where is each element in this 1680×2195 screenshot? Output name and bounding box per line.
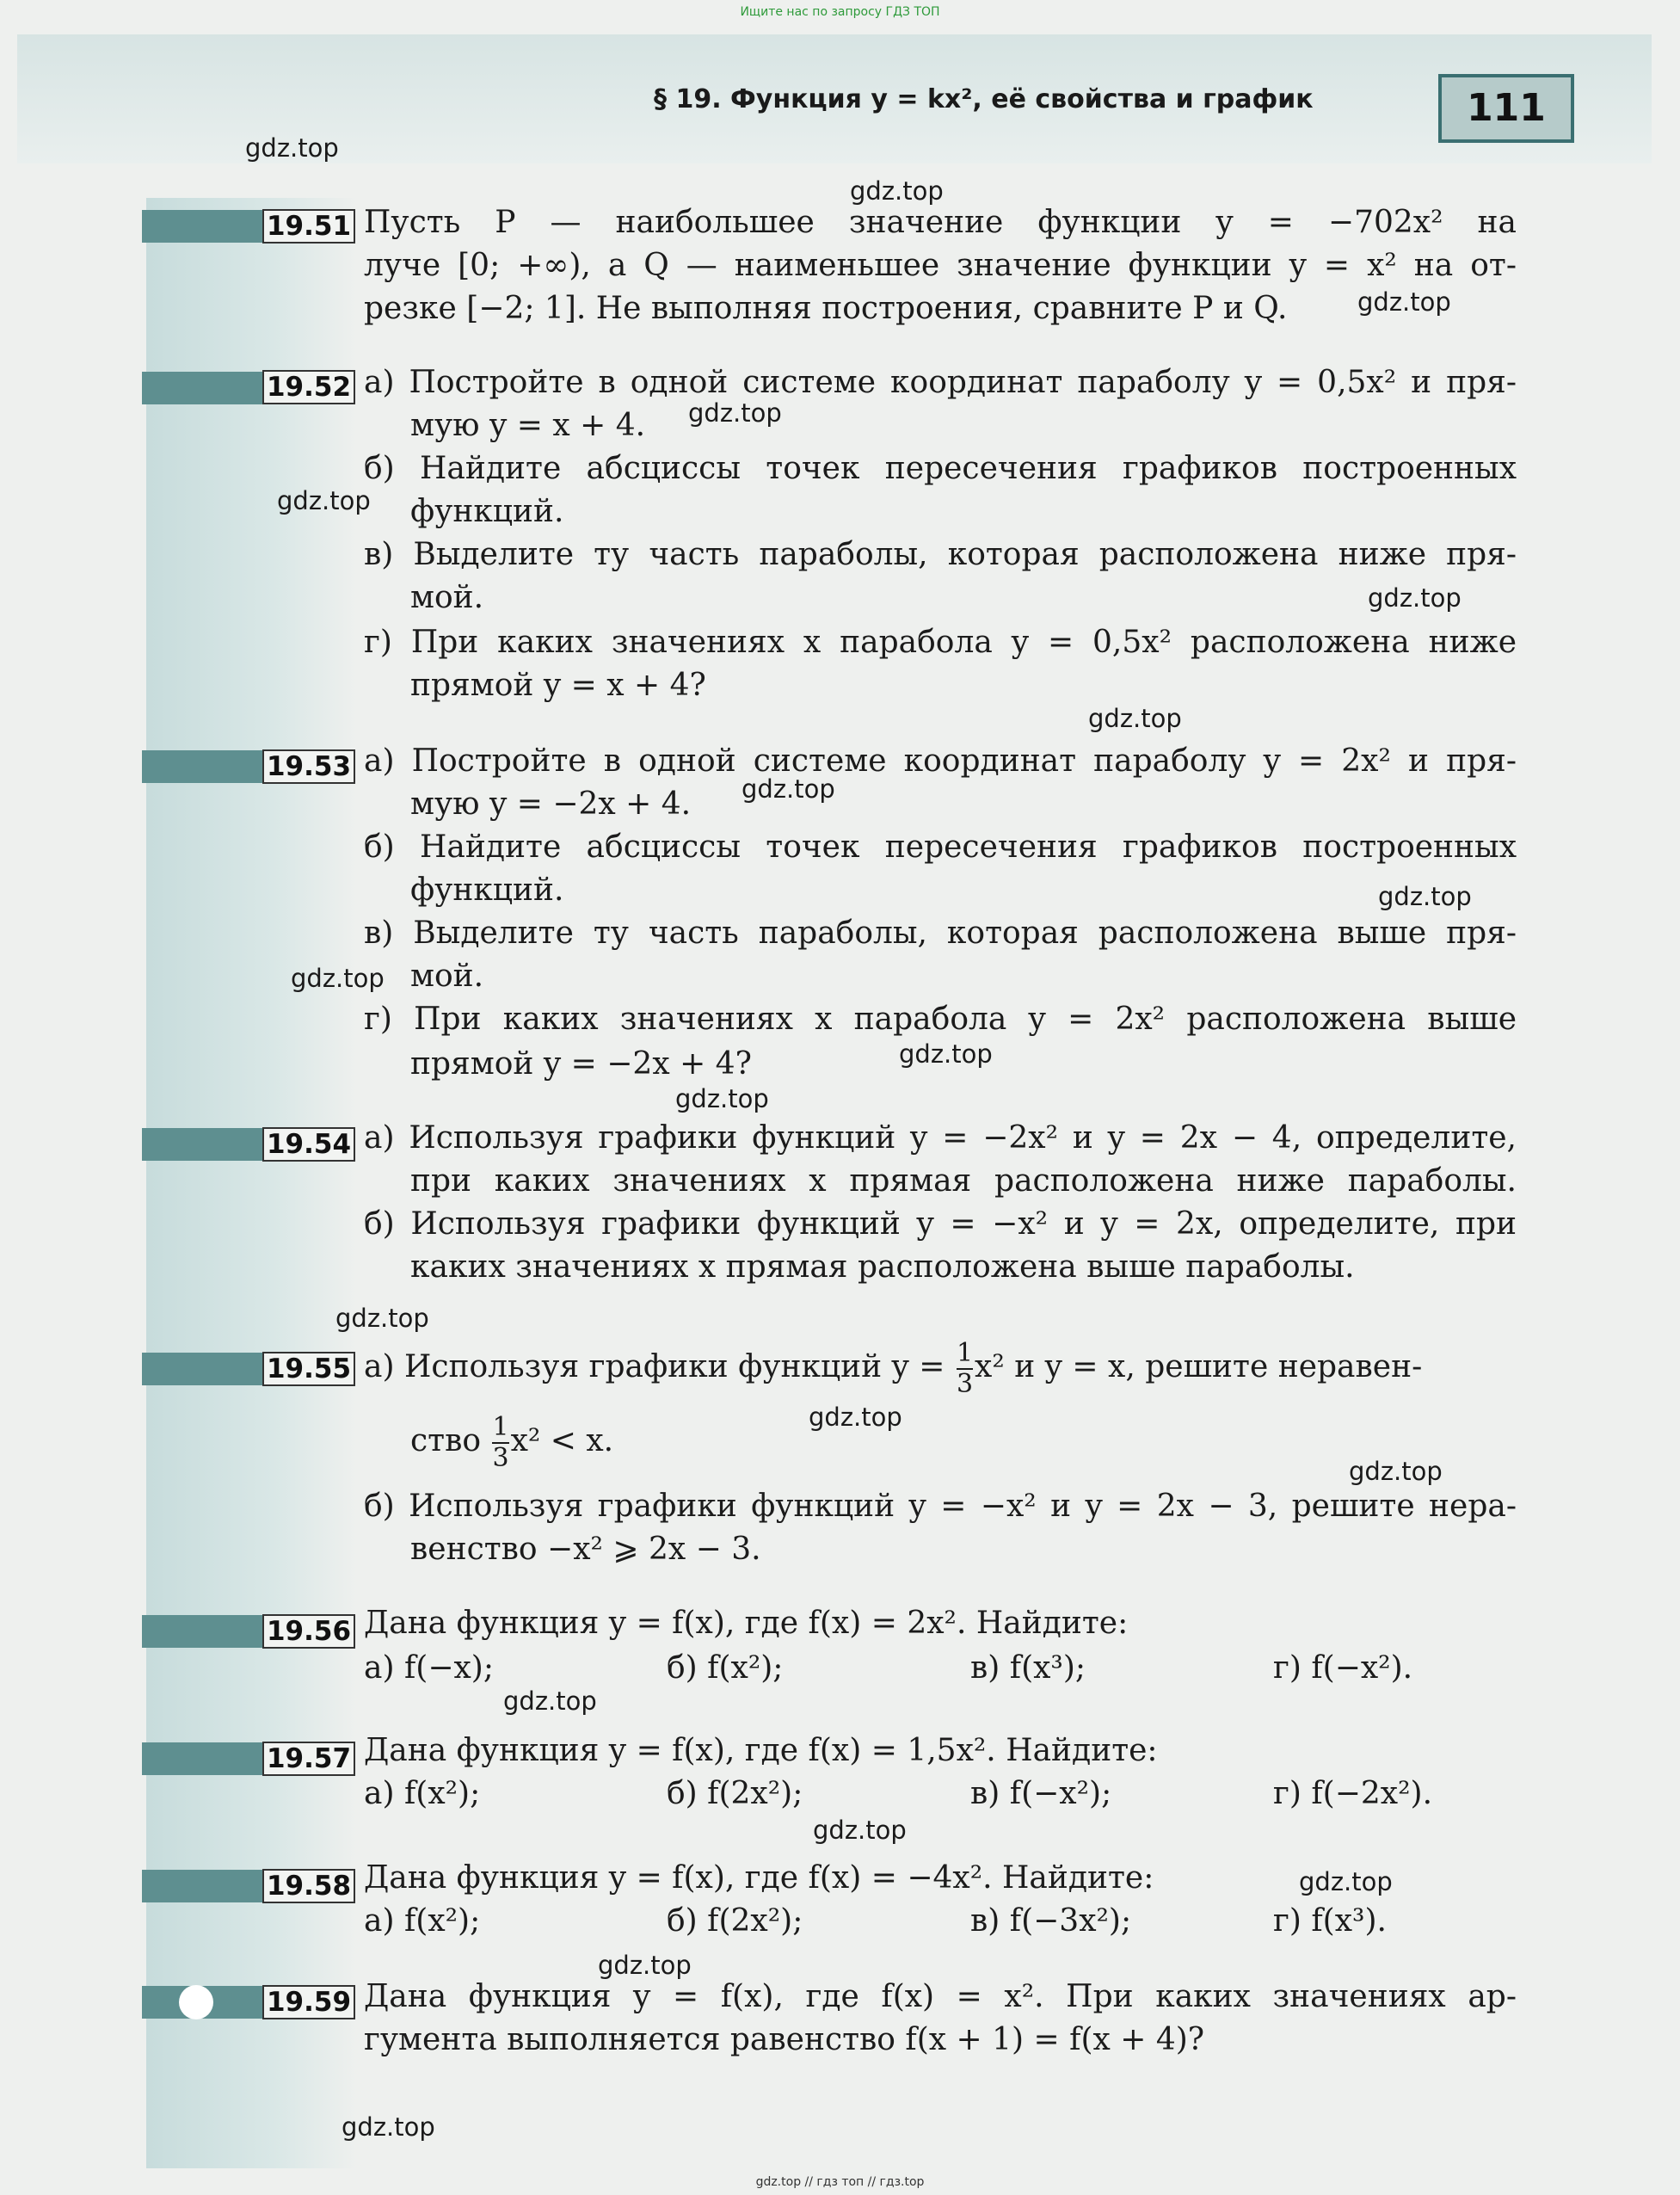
problem-text-line: мой. [410, 959, 484, 994]
problem-text-line: прямой y = −2x + 4? [410, 1046, 752, 1082]
fraction [957, 1339, 973, 1399]
watermark: gdz.top [1378, 882, 1472, 911]
problem-text-line: прямой y = x + 4? [410, 668, 706, 703]
section-title: § 19. Функция y = kx², её свойства и график [654, 84, 1314, 114]
watermark: gdz.top [1088, 704, 1182, 733]
watermark: gdz.top [850, 176, 944, 206]
problem-text-line: функций. [410, 872, 564, 908]
fraction-numerator: 1 [492, 1412, 509, 1442]
problem-number-19-59: 19.59 [262, 1985, 355, 2019]
option-a: а) f(−x); [364, 1650, 494, 1686]
option-c: в) f(x³); [970, 1650, 1086, 1686]
problem-number-19-54: 19.54 [262, 1127, 355, 1162]
problem-text-line: г) При каких значениях x парабола y = 0,5x² расположена ниже [364, 625, 1517, 660]
problem-text-line: б) Найдите абсциссы точек пересечения графиков построенных [364, 829, 1517, 865]
fraction-numerator: 1 [956, 1338, 974, 1368]
problem-text-line: в) Выделите ту часть параболы, которая расположена выше пря- [364, 916, 1517, 951]
problem-text-line: мой. [410, 580, 484, 615]
option-b: б) f(x²); [667, 1650, 784, 1686]
watermark: gdz.top [1299, 1867, 1393, 1896]
option-c: в) f(−x²); [970, 1776, 1112, 1811]
watermark: gdz.top [809, 1403, 902, 1432]
watermark: gdz.top [1349, 1457, 1443, 1486]
page-number: 111 [1438, 74, 1574, 143]
problem-text: x² < x. [510, 1423, 614, 1458]
problem-number-19-57: 19.57 [262, 1742, 355, 1776]
problem-number-19-51: 19.51 [262, 209, 355, 244]
problem-text-line: луче [0; +∞), а Q — наименьшее значение функции y = x² на от- [364, 248, 1517, 283]
problem-text-line: при каких значениях x прямая расположена ниже параболы. [410, 1163, 1517, 1199]
problem-text-line: в) Выделите ту часть параболы, которая расположена ниже пря- [364, 537, 1517, 572]
watermark: gdz.top [277, 486, 371, 515]
problem-text-line: функций. [410, 494, 564, 529]
problem-number-19-58: 19.58 [262, 1869, 355, 1903]
bottom-note: gdz.top // гдз топ // гдз.top [755, 2175, 925, 2189]
problem-text-line: б) Используя графики функций y = −x² и y = 2x, определите, при [364, 1206, 1517, 1242]
option-a: а) f(x²); [364, 1776, 481, 1811]
option-c: в) f(−3x²); [970, 1903, 1132, 1939]
problem-text-line [410, 1413, 613, 1473]
problem-text-line: Пусть P — наибольшее значение функции y = −702x² на [364, 205, 1517, 240]
problem-text-line: резке [−2; 1]. Не выполняя построения, сравните P и Q. [364, 291, 1288, 326]
watermark: gdz.top [813, 1816, 907, 1845]
option-d: г) f(−2x²). [1273, 1776, 1433, 1811]
problem-stem: Дана функция y = f(x), где f(x) = 2x². Найдите: [364, 1606, 1129, 1641]
option-a: а) f(x²); [364, 1903, 481, 1939]
problem-stem: Дана функция y = f(x), где f(x) = −4x². Найдите: [364, 1860, 1154, 1896]
problem-text-line: б) Найдите абсциссы точек пересечения графиков построенных [364, 451, 1517, 486]
watermark: gdz.top [899, 1039, 993, 1069]
watermark: gdz.top [245, 133, 339, 163]
problem-text-line: б) Используя графики функций y = −x² и y = 2x − 3, решите нера- [364, 1489, 1517, 1524]
problem-text-line [364, 1339, 1422, 1399]
watermark: gdz.top [675, 1084, 769, 1113]
watermark: gdz.top [335, 1304, 429, 1333]
problem-number-19-52: 19.52 [262, 370, 355, 404]
problem-text-line: Дана функция y = f(x), где f(x) = x². При каких значениях ар- [364, 1979, 1517, 2014]
option-b: б) f(2x²); [667, 1903, 803, 1939]
option-d: г) f(−x²). [1273, 1650, 1413, 1686]
problem-text-line: а) Постройте в одной системе координат параболу y = 0,5x² и пря- [364, 365, 1517, 400]
watermark: gdz.top [342, 2112, 435, 2142]
watermark: gdz.top [291, 964, 385, 993]
watermark: gdz.top [742, 774, 835, 804]
problem-text: x² и y = x, решите неравен- [975, 1349, 1423, 1384]
fraction-denominator: 3 [492, 1443, 509, 1473]
watermark: gdz.top [1357, 287, 1451, 317]
problem-text: ство [410, 1423, 482, 1458]
problem-text-line: мую y = x + 4. [410, 408, 646, 443]
problem-number-19-55: 19.55 [262, 1352, 355, 1386]
difficulty-circle-icon [179, 1985, 213, 2019]
top-note: Ищите нас по запросу ГДЗ ТОП [740, 5, 940, 19]
problem-text-line: а) Используя графики функций y = −2x² и y = 2x − 4, определите, [364, 1120, 1517, 1156]
problem-number-19-53: 19.53 [262, 749, 355, 784]
watermark: gdz.top [688, 398, 782, 428]
fraction [492, 1413, 508, 1473]
watermark: gdz.top [598, 1951, 692, 1980]
problem-text-line: г) При каких значениях x парабола y = 2x² расположена выше [364, 1002, 1517, 1037]
watermark: gdz.top [503, 1686, 597, 1716]
problem-number-19-56: 19.56 [262, 1614, 355, 1649]
problem-text-line: каких значениях x прямая расположена выше параболы. [410, 1249, 1355, 1285]
problem-text-line: гумента выполняется равенство f(x + 1) = f(x + 4)? [364, 2022, 1205, 2057]
problem-text-line: а) Постройте в одной системе координат параболу y = 2x² и пря- [364, 743, 1517, 779]
problem-text-line: венство −x² ⩾ 2x − 3. [410, 1532, 761, 1567]
option-d: г) f(x³). [1273, 1903, 1387, 1939]
watermark: gdz.top [1368, 583, 1462, 613]
problem-stem: Дана функция y = f(x), где f(x) = 1,5x². Найдите: [364, 1733, 1158, 1768]
option-b: б) f(2x²); [667, 1776, 803, 1811]
fraction-denominator: 3 [956, 1369, 974, 1399]
problem-text: а) Используя графики функций y = [364, 1349, 945, 1384]
problem-text-line: мую y = −2x + 4. [410, 786, 692, 822]
